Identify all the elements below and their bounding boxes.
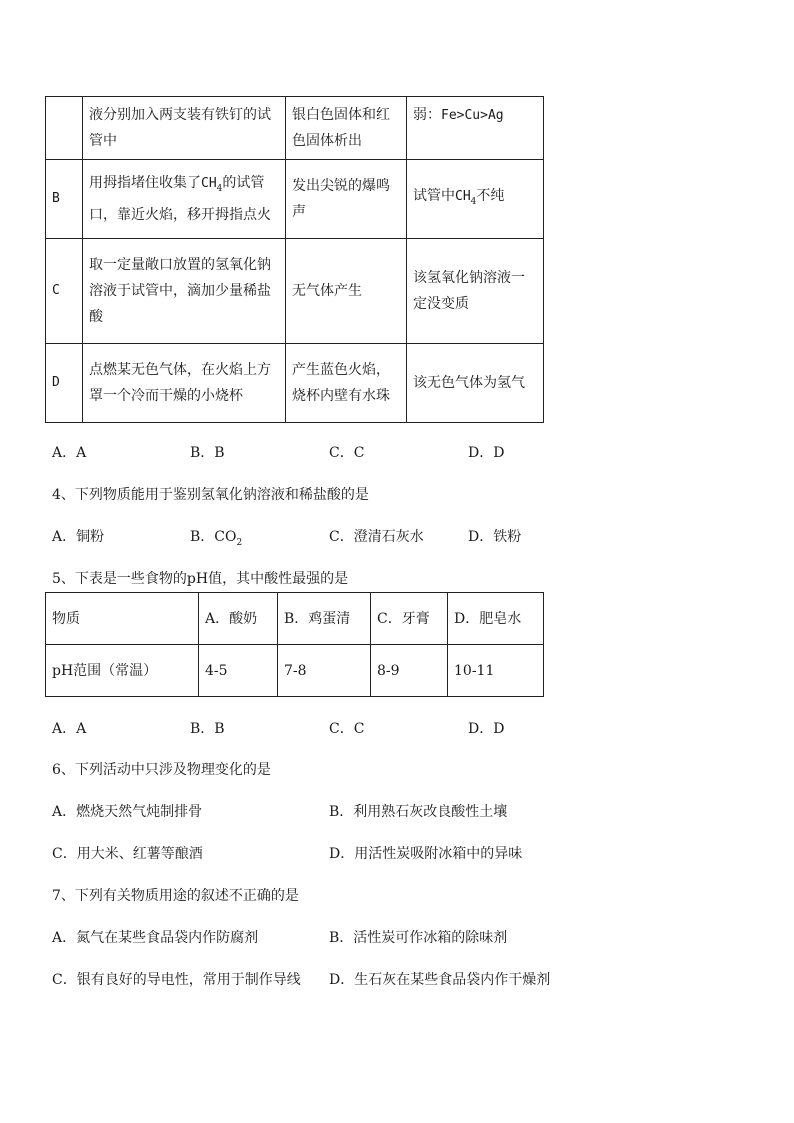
phenomenon-cell: 无气体产生	[286, 239, 407, 344]
conclusion-cell: 该氢氧化钠溶液一定没变质	[407, 239, 544, 344]
table-cell: 8-9	[371, 645, 448, 697]
q7-stem: 7、下列有关物质用途的叙述不正确的是	[52, 888, 299, 904]
row-label: C	[46, 239, 83, 344]
table-cell: 10-11	[448, 645, 544, 697]
q7-option-a[interactable]: A．氮气在某些食品袋内作防腐剂	[52, 930, 259, 946]
q6-stem: 6、下列活动中只涉及物理变化的是	[52, 762, 271, 778]
q5-option-c[interactable]: C．C	[329, 721, 365, 737]
row-label	[46, 97, 83, 160]
q7-option-d[interactable]: D．生石灰在某些食品袋内作干燥剂	[329, 972, 551, 988]
table-cell: 4-5	[199, 645, 278, 697]
q4-option-c[interactable]: C．澄清石灰水	[329, 529, 424, 545]
conclusion-cell: 弱：Fe>Cu>Ag	[407, 97, 544, 160]
q5-option-d[interactable]: D．D	[468, 721, 505, 737]
table-row	[46, 160, 544, 239]
q3-option-a[interactable]: A．A	[52, 445, 87, 461]
table-row	[46, 97, 544, 160]
header-cell: D．肥皂水	[448, 593, 544, 645]
table-cell: 7-8	[278, 645, 371, 697]
conclusion-cell: 试管中$CH_4$不纯	[407, 160, 544, 239]
operation-cell: 点燃某无色气体，在火焰上方罩一个冷而干燥的小烧杯	[83, 344, 286, 423]
table-row	[46, 239, 544, 344]
header-cell: 物质	[46, 593, 199, 645]
q6-option-a[interactable]: A．燃烧天然气炖制排骨	[52, 804, 203, 820]
q6-option-d[interactable]: D．用活性炭吸附冰箱中的异味	[329, 846, 523, 862]
table-cell: pH范围（常温）	[46, 645, 199, 697]
q6-option-b[interactable]: B．利用熟石灰改良酸性土壤	[329, 804, 508, 820]
header-cell: B．鸡蛋清	[278, 593, 371, 645]
q7-option-b[interactable]: B．活性炭可作冰箱的除味剂	[329, 930, 508, 946]
q4-stem: 4、下列物质能用于鉴别氢氧化钠溶液和稀盐酸的是	[52, 487, 369, 503]
experiment-table	[45, 96, 544, 423]
table-row	[46, 645, 544, 697]
q6-option-c[interactable]: C．用大米、红薯等酿酒	[52, 846, 203, 862]
operation-cell: 液分别加入两支装有铁钉的试管中	[83, 97, 286, 160]
q7-option-c[interactable]: C．银有良好的导电性，常用于制作导线	[52, 972, 301, 988]
table-row	[46, 344, 544, 423]
row-label: B	[46, 160, 83, 239]
q3-option-b[interactable]: B．B	[190, 445, 225, 461]
phenomenon-cell: 银白色固体和红色固体析出	[286, 97, 407, 160]
q4-option-b[interactable]: B．$CO_2$	[190, 529, 243, 548]
conclusion-cell: 该无色气体为氢气	[407, 344, 544, 423]
q4-option-d[interactable]: D．铁粉	[468, 529, 522, 545]
phenomenon-cell: 产生蓝色火焰，烧杯内壁有水珠	[286, 344, 407, 423]
operation-cell: 用拇指堵住收集了$CH_4$的试管口，靠近火焰，移开拇指点火	[83, 160, 286, 239]
q4-option-a[interactable]: A．铜粉	[52, 529, 105, 545]
row-label: D	[46, 344, 83, 423]
phenomenon-cell: 发出尖锐的爆鸣声	[286, 160, 407, 239]
ph-table	[45, 592, 544, 697]
q5-stem: 5、下表是一些食物的pH值，其中酸性最强的是	[52, 571, 349, 587]
header-cell: C．牙膏	[371, 593, 448, 645]
q5-option-b[interactable]: B．B	[190, 721, 225, 737]
operation-cell: 取一定量敞口放置的氢氧化钠溶液于试管中，滴加少量稀盐酸	[83, 239, 286, 344]
header-cell: A．酸奶	[199, 593, 278, 645]
q3-option-d[interactable]: D．D	[468, 445, 505, 461]
q5-option-a[interactable]: A．A	[52, 721, 87, 737]
table-header-row	[46, 593, 544, 645]
q3-option-c[interactable]: C．C	[329, 445, 365, 461]
